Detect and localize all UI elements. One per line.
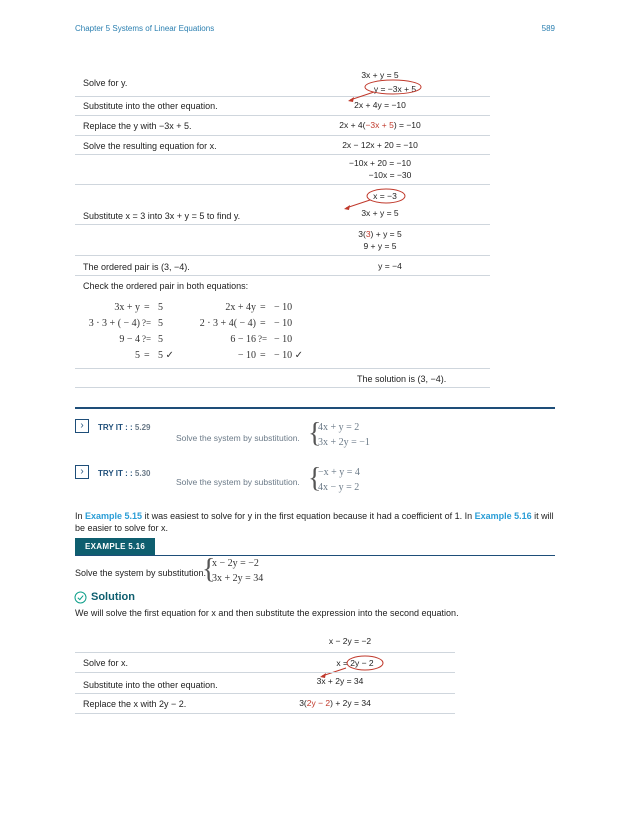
example-5-15-link[interactable]: Example 5.15 bbox=[85, 511, 143, 521]
system-brace: { bbox=[202, 554, 216, 585]
system-equation-1: x − 2y = −2 bbox=[212, 558, 259, 569]
check-op: = bbox=[144, 302, 150, 313]
check-rhs: − 10 bbox=[274, 334, 293, 345]
try-it-divider bbox=[75, 407, 555, 409]
check-lhs: 6 − 16 bbox=[230, 334, 256, 345]
step-label: Substitute into the other equation. bbox=[83, 680, 218, 690]
system-equation-2: 3x + 2y = −1 bbox=[318, 437, 370, 448]
equation: x − 2y = −2 bbox=[328, 636, 372, 646]
check-rhs: 5 bbox=[158, 318, 163, 329]
check-op: = bbox=[260, 350, 266, 361]
equation-part: ) + y = 5 bbox=[370, 229, 402, 239]
check-op: ?= bbox=[258, 334, 268, 344]
system-equation-1: 4x + y = 2 bbox=[318, 422, 360, 433]
equation-part: 3( bbox=[358, 229, 366, 239]
step-label: Replace the y with −3x + 5. bbox=[83, 121, 192, 131]
try-it-label bbox=[98, 469, 150, 478]
check-rhs: 5 ✓ bbox=[158, 350, 174, 361]
check-circle-icon bbox=[74, 591, 87, 604]
equation bbox=[290, 698, 380, 708]
equation-part: ) = −10 bbox=[393, 120, 421, 130]
system-equation-1: −x + y = 4 bbox=[318, 467, 360, 478]
step-label: Replace the x with 2y − 2. bbox=[83, 699, 187, 709]
check-lhs: 9 − 4 bbox=[119, 334, 140, 345]
try-it-number: 5.30 bbox=[134, 469, 151, 478]
step-label: Solve for y. bbox=[83, 78, 128, 88]
check-lhs: 5 bbox=[135, 350, 140, 361]
equation: x = −3 bbox=[373, 191, 397, 201]
text: In bbox=[75, 511, 86, 521]
equation: 3x + y = 5 bbox=[361, 208, 399, 218]
check-label: Check the ordered pair in both equations: bbox=[83, 281, 249, 291]
equation-part: 3( bbox=[299, 698, 307, 708]
check-rhs: 5 bbox=[158, 302, 163, 313]
check-equation-1 bbox=[80, 302, 180, 366]
check-lhs: 2x + 4y bbox=[225, 302, 256, 313]
equation: 2x + 4y = −10 bbox=[354, 100, 406, 110]
system-equation-2: 4x − y = 2 bbox=[318, 482, 360, 493]
check-rhs: − 10 bbox=[274, 318, 293, 329]
try-it-title: TRY IT : : bbox=[98, 423, 133, 432]
solution-statement: The solution is (3, −4). bbox=[357, 374, 447, 384]
equation: 9 + y = 5 bbox=[363, 241, 397, 251]
equation-part: ) + 2y = 34 bbox=[330, 698, 371, 708]
try-it-question: Solve the system by substitution. bbox=[176, 477, 300, 487]
example-badge: EXAMPLE 5.16 bbox=[75, 538, 155, 555]
check-lhs: − 10 bbox=[237, 350, 256, 361]
check-op: = bbox=[260, 302, 266, 313]
check-lhs: 3x + y bbox=[114, 302, 140, 313]
circle-annotation bbox=[344, 654, 386, 672]
try-it-question: Solve the system by substitution. bbox=[176, 433, 300, 443]
check-lhs: 3 · 3 + ( − 4) bbox=[88, 318, 140, 329]
step-label: Solve for x. bbox=[83, 658, 129, 668]
equation: −10x + 20 = −10 bbox=[349, 158, 411, 168]
try-it-label bbox=[98, 423, 150, 432]
system-brace: { bbox=[308, 463, 322, 494]
text: it will be easier to solve for x. bbox=[75, 511, 554, 533]
substituted-value: 3 bbox=[365, 229, 371, 239]
check-op: ?= bbox=[142, 318, 152, 328]
example-question: Solve the system by substitution. bbox=[75, 568, 207, 578]
solution-title: Solution bbox=[91, 591, 135, 603]
equation: x = 2y − 2 bbox=[336, 658, 374, 668]
example-divider bbox=[75, 555, 555, 556]
equation-part: 2x + 4( bbox=[339, 120, 366, 130]
check-op: = bbox=[144, 350, 150, 361]
check-rhs: 5 bbox=[158, 334, 163, 345]
step-label: The ordered pair is (3, −4). bbox=[83, 262, 190, 272]
equation bbox=[310, 120, 450, 130]
intro-paragraph bbox=[75, 510, 560, 534]
chapter-header: Chapter 5 Systems of Linear Equations bbox=[75, 24, 215, 33]
system-brace: { bbox=[308, 418, 322, 449]
page-number: 589 bbox=[541, 24, 555, 33]
example-5-16-link[interactable]: Example 5.16 bbox=[474, 511, 532, 521]
step-label: Substitute x = 3 into 3x + y = 5 to find y. bbox=[83, 211, 241, 221]
equation: y = −4 bbox=[378, 261, 402, 271]
text: it was easiest to solve for y in the first equation because it had a coefficient of 1. In bbox=[142, 511, 475, 521]
try-it-title: TRY IT : : bbox=[98, 469, 133, 478]
check-op: = bbox=[260, 318, 266, 329]
equation: 3x + 2y = 34 bbox=[316, 676, 364, 686]
check-rhs: − 10 ✓ bbox=[274, 350, 304, 361]
system-equation-2: 3x + 2y = 34 bbox=[212, 573, 264, 584]
chevron-right-icon[interactable]: › bbox=[75, 419, 89, 433]
substituted-expression: −3x + 5 bbox=[365, 120, 394, 130]
equation: 2x − 12x + 20 = −10 bbox=[342, 140, 418, 150]
substituted-expression: 2y − 2 bbox=[306, 698, 331, 708]
check-op: ?= bbox=[142, 334, 152, 344]
equation: −10x = −30 bbox=[368, 170, 412, 180]
step-label: Substitute into the other equation. bbox=[83, 101, 218, 111]
try-it-number: 5.29 bbox=[134, 423, 151, 432]
arrow-annotation bbox=[346, 90, 376, 104]
step-label: Solve the resulting equation for x. bbox=[83, 141, 217, 151]
check-equation-2 bbox=[190, 302, 320, 366]
check-lhs: 2 · 3 + 4( − 4) bbox=[199, 318, 256, 329]
chevron-right-icon[interactable]: › bbox=[75, 465, 89, 479]
solution-text: We will solve the first equation for x and then substitute the expression into the second equation. bbox=[75, 608, 459, 618]
equation: y = −3x + 5 bbox=[373, 84, 417, 94]
check-rhs: − 10 bbox=[274, 302, 293, 313]
equation bbox=[330, 229, 430, 239]
equation: 3x + y = 5 bbox=[361, 70, 399, 80]
